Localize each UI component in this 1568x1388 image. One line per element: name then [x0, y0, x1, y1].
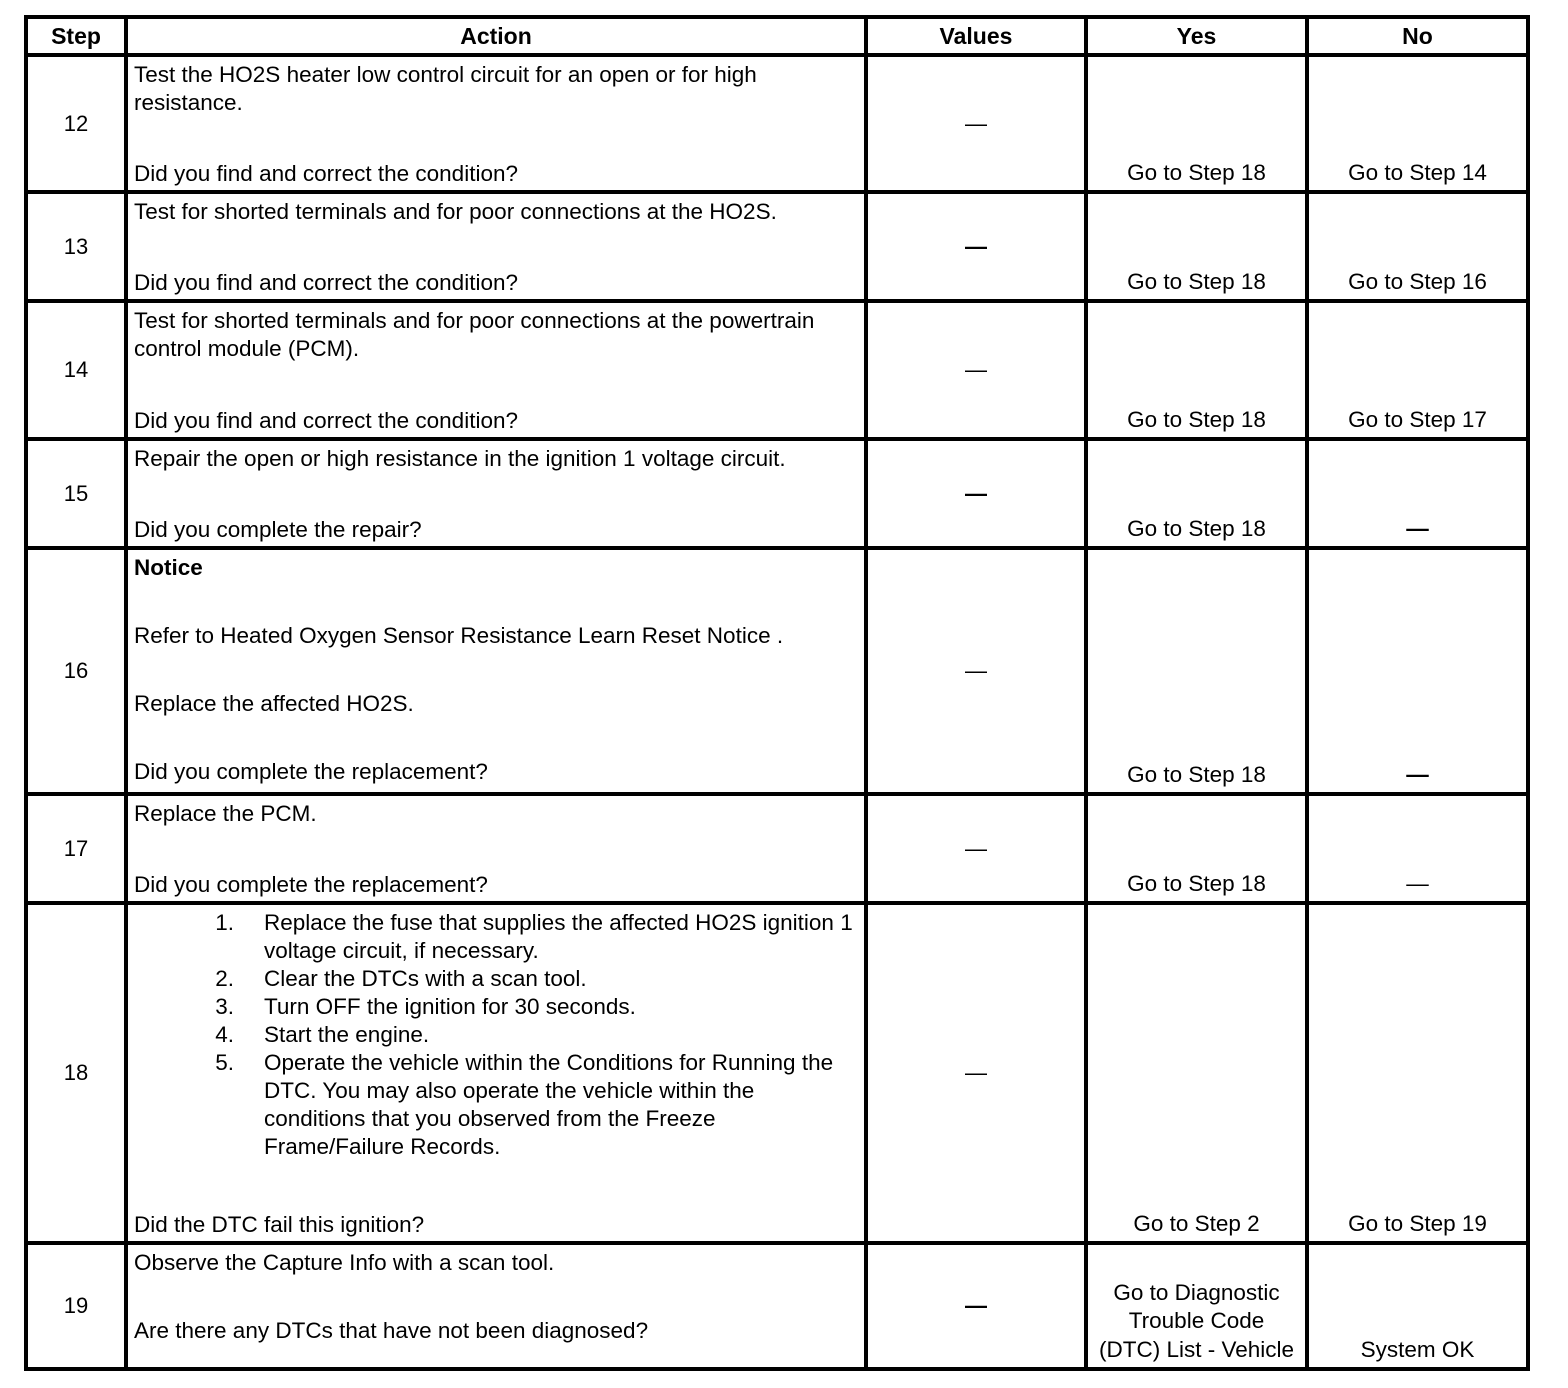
- no-dash: —: [1406, 761, 1429, 787]
- values-cell: —: [866, 548, 1086, 794]
- table-row: [26, 439, 1528, 548]
- no-cell: [1307, 55, 1528, 192]
- table-row: [26, 794, 1528, 903]
- action-cell: [126, 192, 866, 301]
- action-text: Test the HO2S heater low control circuit for an open or for high resistance.: [134, 62, 757, 115]
- action-cell: [126, 55, 866, 192]
- list-text: Turn OFF the ignition for 30 seconds.: [264, 994, 636, 1019]
- values-dash: —: [965, 480, 987, 506]
- table-row: [26, 301, 1528, 439]
- list-item: [134, 965, 858, 993]
- yes-cell: [1086, 1243, 1307, 1369]
- action-question: Did you complete the replacement?: [134, 872, 488, 897]
- values-cell: —: [866, 794, 1086, 903]
- header-action: Action: [126, 17, 866, 55]
- yes-cell: [1086, 301, 1307, 439]
- header-step: Step: [26, 17, 126, 55]
- action-text: Replace the affected HO2S.: [134, 691, 414, 716]
- list-item: [134, 1049, 858, 1161]
- no-cell: [1307, 903, 1528, 1243]
- no-link[interactable]: Go to Step 16: [1348, 268, 1487, 294]
- list-number: 2.: [215, 966, 234, 991]
- yes-link[interactable]: Go to Step 18: [1127, 159, 1266, 185]
- action-cell: [126, 903, 866, 1243]
- action-cell: [126, 439, 866, 548]
- action-question: Did you find and correct the condition?: [134, 408, 518, 433]
- step-number: 15: [26, 439, 126, 548]
- no-result: System OK: [1360, 1336, 1475, 1362]
- yes-link[interactable]: Go to Step 18: [1127, 870, 1266, 896]
- list-number: 3.: [215, 994, 234, 1019]
- list-item: [134, 909, 858, 965]
- no-cell: [1307, 439, 1528, 548]
- yes-link[interactable]: Go to Step 18: [1127, 515, 1266, 541]
- no-cell: [1307, 192, 1528, 301]
- list-text: Start the engine.: [264, 1022, 430, 1047]
- notice-text: Refer to Heated Oxygen Sensor Resistance Learn Reset Notice .: [134, 623, 784, 648]
- no-dash: —: [1406, 515, 1429, 541]
- no-link[interactable]: Go to Step 14: [1348, 159, 1487, 185]
- action-text: Test for shorted terminals and for poor connections at the powertrain control module (PCM).: [134, 308, 815, 361]
- step-number: 12: [26, 55, 126, 192]
- table-row: [26, 1243, 1528, 1369]
- step-number: 17: [26, 794, 126, 903]
- values-cell: —: [866, 301, 1086, 439]
- notice-title: Notice: [134, 555, 203, 580]
- action-text: Repair the open or high resistance in the ignition 1 voltage circuit.: [134, 446, 786, 471]
- yes-cell: [1086, 192, 1307, 301]
- no-cell: [1307, 548, 1528, 794]
- header-values: Values: [866, 17, 1086, 55]
- yes-link[interactable]: Go to Step 18: [1127, 268, 1266, 294]
- table-row: [26, 192, 1528, 301]
- values-dash: —: [965, 1293, 987, 1318]
- step-number: 16: [26, 548, 126, 794]
- action-question: Are there any DTCs that have not been diagnosed?: [134, 1318, 649, 1343]
- header-yes: Yes: [1086, 17, 1307, 55]
- list-number: 1.: [215, 910, 234, 935]
- action-question: Did you complete the replacement?: [134, 759, 488, 784]
- action-question: Did the DTC fail this ignition?: [134, 1212, 425, 1237]
- action-cell: [126, 548, 866, 794]
- list-item: [134, 1021, 858, 1049]
- values-cell: [866, 192, 1086, 301]
- header-row: [26, 17, 1528, 55]
- values-cell: [866, 1243, 1086, 1369]
- list-item: [134, 993, 858, 1021]
- step-number: 19: [26, 1243, 126, 1369]
- action-text: Test for shorted terminals and for poor connections at the HO2S.: [134, 199, 777, 224]
- step-number: 14: [26, 301, 126, 439]
- table-row: [26, 903, 1528, 1243]
- no-cell: [1307, 301, 1528, 439]
- header-no: No: [1307, 17, 1528, 55]
- step-number: 18: [26, 903, 126, 1243]
- action-cell: [126, 794, 866, 903]
- yes-cell: [1086, 439, 1307, 548]
- action-cell: [126, 1243, 866, 1369]
- values-cell: —: [866, 903, 1086, 1243]
- yes-cell: [1086, 55, 1307, 192]
- no-cell: [1307, 1243, 1528, 1369]
- yes-cell: [1086, 794, 1307, 903]
- yes-link[interactable]: Go to Step 18: [1127, 761, 1266, 787]
- diagnostic-table: [24, 15, 1530, 1371]
- yes-cell: [1086, 548, 1307, 794]
- values-cell: —: [866, 55, 1086, 192]
- yes-link[interactable]: Go to Diagnostic Trouble Code (DTC) List - Vehicle: [1098, 1279, 1295, 1362]
- action-cell: [126, 301, 866, 439]
- list-number: 5.: [215, 1050, 234, 1075]
- table-row: [26, 548, 1528, 794]
- action-question: Did you complete the repair?: [134, 517, 422, 542]
- values-cell: [866, 439, 1086, 548]
- table-row: [26, 55, 1528, 192]
- yes-link[interactable]: Go to Step 2: [1133, 1210, 1260, 1236]
- no-cell: [1307, 794, 1528, 903]
- no-link[interactable]: Go to Step 19: [1348, 1210, 1487, 1236]
- no-link[interactable]: Go to Step 17: [1348, 406, 1487, 432]
- yes-cell: [1086, 903, 1307, 1243]
- procedure-list: [134, 909, 858, 1161]
- list-text: Clear the DTCs with a scan tool.: [264, 966, 587, 991]
- list-number: 4.: [215, 1022, 234, 1047]
- action-text: Observe the Capture Info with a scan tool.: [134, 1250, 555, 1275]
- step-number: 13: [26, 192, 126, 301]
- action-question: Did you find and correct the condition?: [134, 161, 518, 186]
- list-text: Operate the vehicle within the Conditions for Running the DTC. You may also operate the vehicle within the conditions that you observed from the Freeze Frame/Failure Records.: [264, 1050, 834, 1159]
- action-text: Replace the PCM.: [134, 801, 317, 826]
- yes-link[interactable]: Go to Step 18: [1127, 406, 1266, 432]
- list-text: Replace the fuse that supplies the affected HO2S ignition 1 voltage circuit, if necessary.: [264, 910, 853, 963]
- values-dash: —: [965, 233, 987, 259]
- no-dash: —: [1406, 870, 1429, 896]
- action-question: Did you find and correct the condition?: [134, 270, 518, 295]
